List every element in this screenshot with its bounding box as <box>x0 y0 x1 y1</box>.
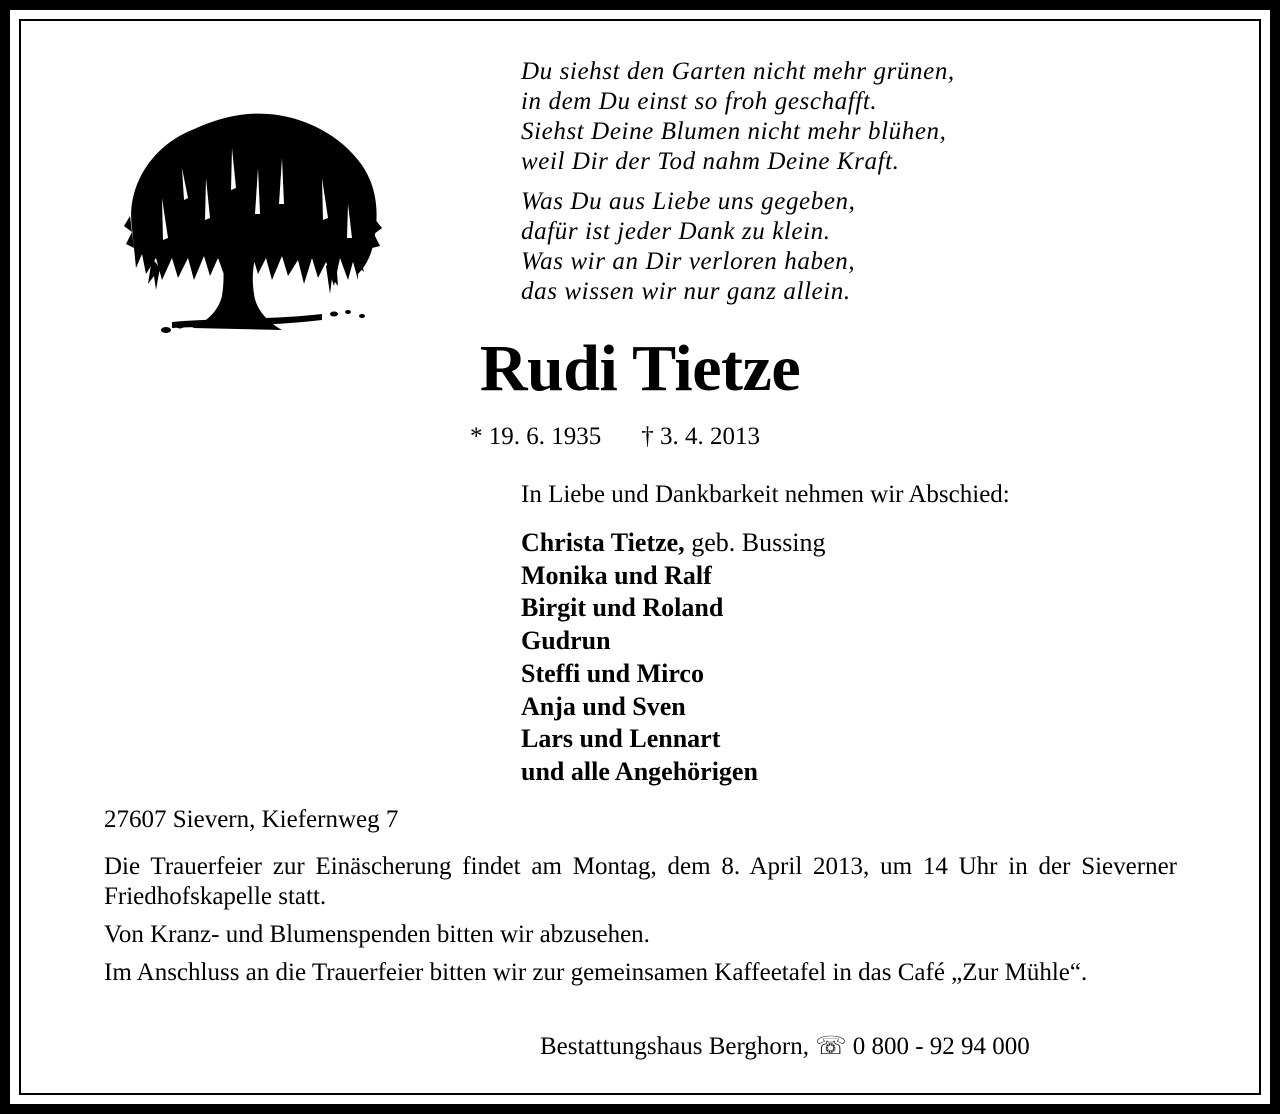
life-dates <box>470 420 760 454</box>
reception-notice: Im Anschluss an die Trauerfeier bitten wir zur gemeinsamen Kaffeetafel in das Café „Zur Mühle“. <box>104 959 1088 986</box>
mourners-list <box>521 527 826 789</box>
funeral-notices <box>104 852 1177 996</box>
mourner-row <box>521 756 826 789</box>
undertaker-name: Bestattungshaus Berghorn, <box>540 1033 809 1060</box>
poem-line: dafür ist jeder Dank zu klein. <box>521 218 831 245</box>
poem-stanza <box>521 187 1221 307</box>
mourner-row <box>521 658 826 691</box>
mourner-name: und alle Angehörigen <box>521 756 758 786</box>
mourner-name: Monika und Ralf <box>521 560 712 590</box>
mourner-name: Anja und Sven <box>521 691 686 721</box>
poem-line: in dem Du einst so froh geschafft. <box>521 88 878 115</box>
poem-line: Was wir an Dir verloren haben, <box>521 248 856 275</box>
mourner-name: Steffi und Mirco <box>521 658 704 688</box>
mourner-name: Birgit und Roland <box>521 593 724 623</box>
poem-line: weil Dir der Tod nahm Deine Kraft. <box>521 148 900 175</box>
poem-line: Was Du aus Liebe uns gegeben, <box>521 188 856 215</box>
memorial-poem <box>521 57 1221 317</box>
family-address: 27607 Sievern, Kiefernweg 7 <box>104 806 399 833</box>
birth-date: * 19. 6. 1935 <box>470 423 602 450</box>
undertaker-phone: 0 800 - 92 94 000 <box>852 1033 1030 1060</box>
mourner-row <box>521 560 826 593</box>
flowers-notice: Von Kranz- und Blumenspenden bitten wir abzusehen. <box>104 921 650 948</box>
mourner-row <box>521 723 826 756</box>
mourner-name: Lars und Lennart <box>521 724 721 754</box>
poem-line: Siehst Deine Blumen nicht mehr blühen, <box>521 118 947 145</box>
mourner-row <box>521 527 826 560</box>
mourner-name: Christa Tietze, <box>521 528 685 557</box>
undertaker-footer <box>540 1030 1030 1064</box>
poem-stanza <box>521 57 1221 177</box>
service-notice: Die Trauerfeier zur Einäscherung findet am Montag, dem 8. April 2013, um 14 Uhr in der Sieverner Friedhofskapelle statt. <box>104 853 1177 910</box>
deceased-name: Rudi Tietze <box>479 332 801 405</box>
mourner-note: geb. Bussing <box>691 528 826 557</box>
death-date: † 3. 4. 2013 <box>641 423 760 450</box>
poem-line: das wissen wir nur ganz allein. <box>521 278 851 305</box>
mourner-row <box>521 625 826 658</box>
farewell-intro: In Liebe und Dankbarkeit nehmen wir Abschied: <box>521 481 1010 508</box>
weeping-willow-tree-icon <box>122 108 384 336</box>
telephone-icon: ☏ <box>815 1033 847 1060</box>
mourner-name: Gudrun <box>521 626 611 656</box>
poem-line: Du siehst den Garten nicht mehr grünen, <box>521 58 955 85</box>
mourner-row <box>521 691 826 724</box>
mourner-row <box>521 592 826 625</box>
